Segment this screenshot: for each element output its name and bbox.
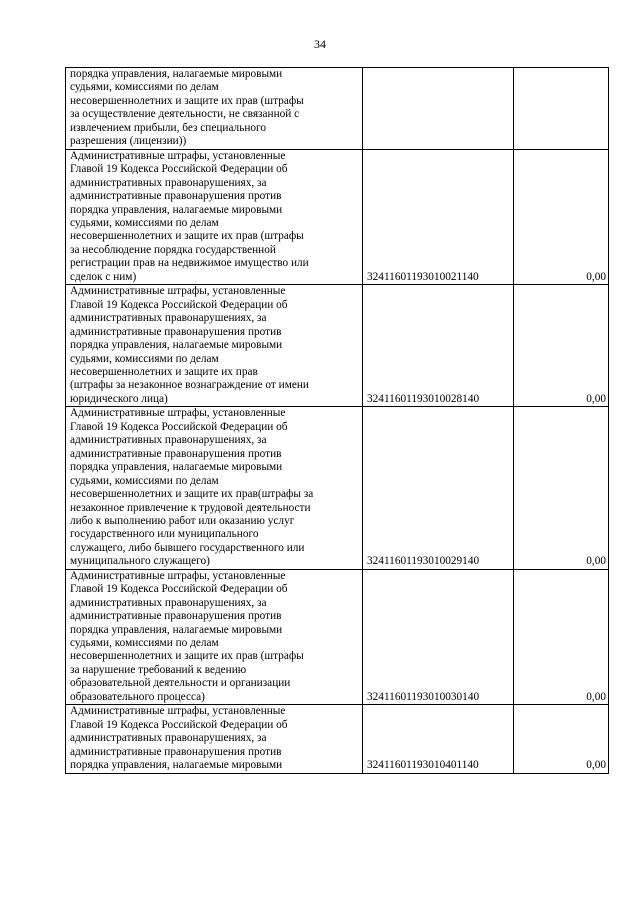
row-description: Административные штрафы, установленные Главой 19 Кодекса Российской Федерации об административных правонарушениях, за административные правонарушения против порядка управления, налагаемые мировыми судьями, комиссиями по делам несовершеннолетних и защите их прав (штрафы за нарушение требований к ведению образовательной деятельности и организации образовательного процесса) xyxy=(66,569,363,705)
row-description: Административные штрафы, установленные Главой 19 Кодекса Российской Федерации об административных правонарушениях, за административные правонарушения против порядка управления, налагаемые мировыми судьями, комиссиями по делам несовершеннолетних и защите их прав (штрафы за незаконное вознаграждение от имени юридического лица) xyxy=(66,285,363,407)
table-row xyxy=(66,407,609,569)
row-amount xyxy=(514,68,609,150)
row-code: 32411601193010029140 xyxy=(363,407,514,569)
row-code xyxy=(363,68,514,150)
page-number: 34 xyxy=(314,37,326,51)
row-code: 32411601193010401140 xyxy=(363,705,514,773)
row-amount: 0,00 xyxy=(514,705,609,773)
row-amount: 0,00 xyxy=(514,285,609,407)
row-amount: 0,00 xyxy=(514,149,609,285)
row-code: 32411601193010030140 xyxy=(363,569,514,705)
row-amount: 0,00 xyxy=(514,569,609,705)
table-row xyxy=(66,68,609,150)
row-description: порядка управления, налагаемые мировыми судьями, комиссиями по делам несовершеннолетних и защите их прав (штрафы за осуществление деятельности, не связанной с извлечением прибыли, без специального разрешения (лицензии)) xyxy=(66,68,363,150)
table-row xyxy=(66,149,609,285)
row-code: 32411601193010021140 xyxy=(363,149,514,285)
table-row xyxy=(66,705,609,773)
table-row xyxy=(66,569,609,705)
row-description: Административные штрафы, установленные Главой 19 Кодекса Российской Федерации об административных правонарушениях, за административные правонарушения против порядка управления, налагаемые мировыми судьями, комиссиями по делам несовершеннолетних и защите их прав (штрафы за несоблюдение порядка государственной регистрации прав на недвижимое имущество или сделок с ним) xyxy=(66,149,363,285)
revenue-table xyxy=(65,67,609,774)
revenue-table-body xyxy=(66,68,609,774)
row-amount: 0,00 xyxy=(514,407,609,569)
row-code: 32411601193010028140 xyxy=(363,285,514,407)
table-row xyxy=(66,285,609,407)
row-description: Административные штрафы, установленные Главой 19 Кодекса Российской Федерации об административных правонарушениях, за административные правонарушения против порядка управления, налагаемые мировыми xyxy=(66,705,363,773)
row-description: Административные штрафы, установленные Главой 19 Кодекса Российской Федерации об административных правонарушениях, за административные правонарушения против порядка управления, налагаемые мировыми судьями, комиссиями по делам несовершеннолетних и защите их прав(штрафы за незаконное привлечение к трудовой деятельности либо к выполнению работ или оказанию услуг государственного или муниципального служащего, либо бывшего государственного или муниципального служащего) xyxy=(66,407,363,569)
